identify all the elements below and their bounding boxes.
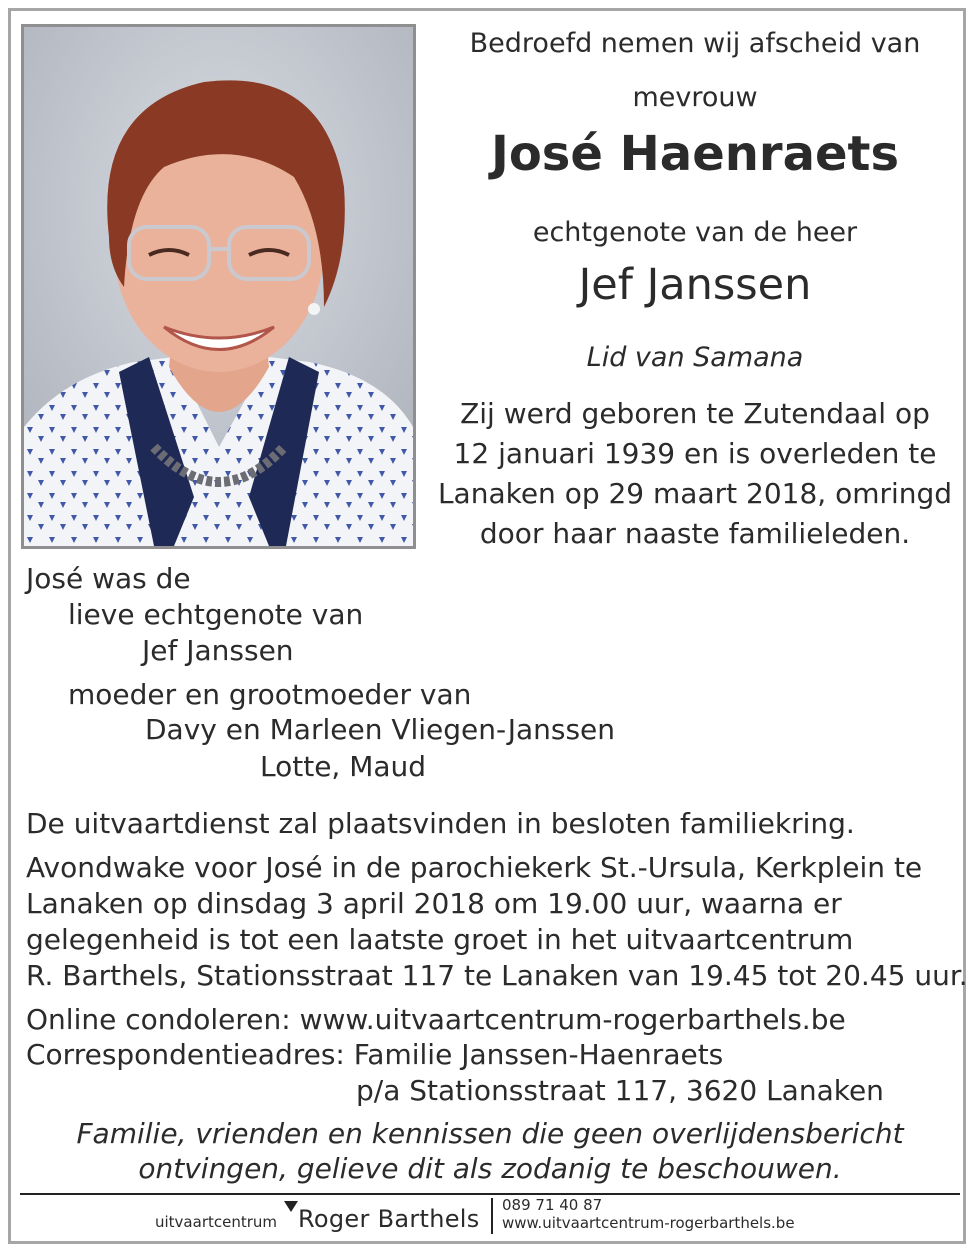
online-condolence: Online condoleren: www.uitvaartcentrum-rogerbarthels.be [26,1003,846,1036]
family-line: lieve echtgenote van [68,598,364,631]
correspondence-address: Correspondentieadres: Familie Janssen-Haenraets [26,1038,724,1071]
brand-marker-icon [284,1201,298,1212]
notice-line: ontvingen, gelieve dit als zodanig te beschouwen. [138,1152,842,1185]
intro-text: Bedroefd nemen wij afscheid van [469,28,921,59]
deceased-name: José Haenraets [490,126,900,182]
footer-brand: Roger Barthels [298,1205,480,1233]
family-line: Davy en Marleen Vliegen-Janssen [145,713,615,746]
service-line: Lanaken op dinsdag 3 april 2018 om 19.00 uur, waarna er [26,887,842,920]
membership-text: Lid van Samana [586,342,804,373]
footer-divider [491,1198,493,1234]
footer-phone: 089 71 40 87 [502,1196,603,1214]
family-line: José was de [26,562,191,595]
service-line: R. Barthels, Stationsstraat 117 te Lanaken van 19.45 tot 20.45 uur. [26,959,968,992]
footer-website: www.uitvaartcentrum-rogerbarthels.be [502,1214,795,1232]
portrait-photo [21,24,416,549]
bio-line: 12 januari 1939 en is overleden te [453,437,937,470]
service-line: Avondwake voor José in de parochiekerk St.-Ursula, Kerkplein te [26,851,923,884]
spouse-intro: echtgenote van de heer [532,217,858,248]
spouse-name: Jef Janssen [578,260,812,310]
footer-prefix: uitvaartcentrum [155,1213,278,1231]
notice-line: Familie, vrienden en kennissen die geen overlijdensbericht [76,1117,904,1150]
correspondence-street: p/a Stationsstraat 117, 3620 Lanaken [356,1074,884,1107]
family-line: Jef Janssen [142,634,294,667]
bio-line: door haar naaste familieleden. [479,517,911,550]
portrait-illustration [24,27,413,546]
family-line: moeder en grootmoeder van [68,678,472,711]
title-text: mevrouw [632,82,758,113]
bio-line: Lanaken op 29 maart 2018, omringd [437,477,953,510]
bio-line: Zij werd geboren te Zutendaal op [460,397,930,430]
footer-rule [20,1193,960,1195]
service-line: De uitvaartdienst zal plaatsvinden in besloten familiekring. [26,807,855,840]
family-line: Lotte, Maud [260,750,427,783]
service-line: gelegenheid is tot een laatste groet in het uitvaartcentrum [26,923,854,956]
